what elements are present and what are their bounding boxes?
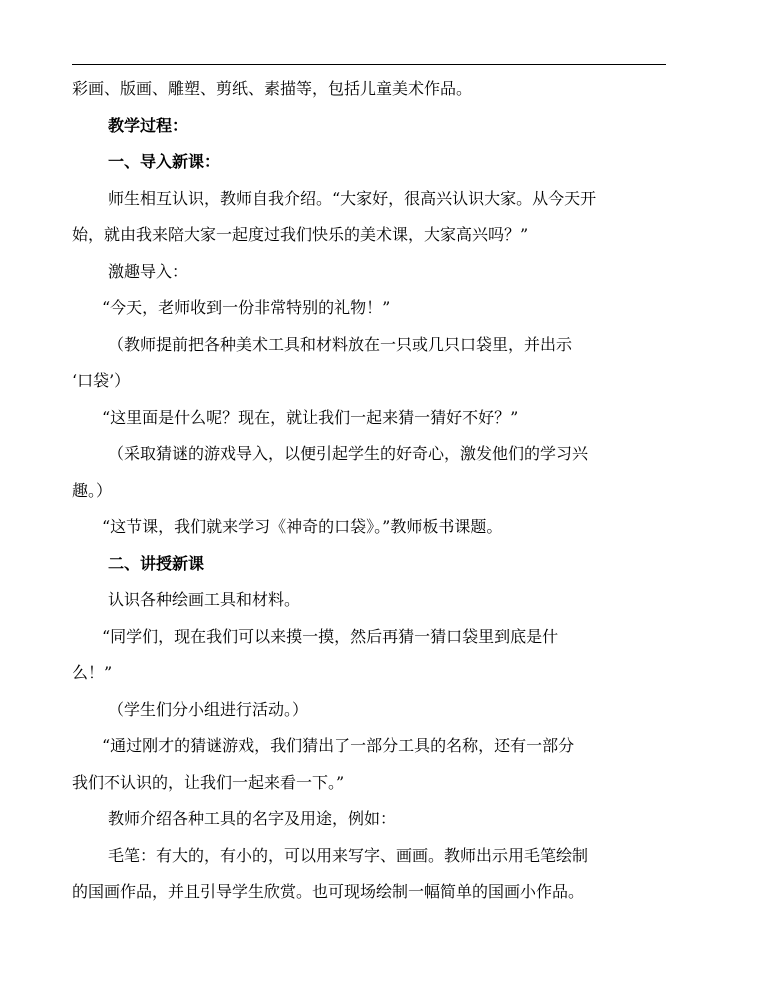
paragraph-line: 始，就由我来陪大家一起度过我们快乐的美术课，大家高兴吗？” — [72, 225, 529, 244]
paragraph-line: 我们不认识的，让我们一起来看一下。” — [72, 772, 345, 792]
document-body — [72, 71, 666, 911]
paragraph-line: “这里面是什么呢？现在，就让我们一起来猜一猜好不好？” — [102, 407, 519, 427]
section-heading: 二、讲授新课 — [108, 553, 205, 573]
paragraph-line: “同学们，现在我们可以来摸一摸，然后再猜一猜口袋里到底是什 — [102, 626, 559, 646]
paragraph-line: 趣。） — [72, 480, 113, 500]
paragraph-line: “这节课，我们就来学习《神奇的口袋》。”教师板书课题。 — [102, 517, 503, 536]
paragraph-line: （教师提前把各种美术工具和材料放在一只或几只口袋里，并出示 — [108, 334, 573, 354]
paragraph-line: 激趣导入： — [108, 261, 189, 281]
paragraph-line: 师生相互认识，教师自我介绍。“大家好，很高兴认识大家。从今天开 — [108, 188, 597, 208]
paragraph-line: 认识各种绘画工具和材料。 — [108, 590, 301, 609]
section-heading: 一、导入新课： — [108, 152, 221, 171]
paragraph-line: 的国画作品，并且引导学生欣赏。也可现场绘制一幅简单的国画小作品。 — [72, 882, 585, 901]
paragraph-line: ‘口袋’） — [72, 371, 131, 390]
section-heading: 教学过程： — [108, 115, 189, 135]
paragraph-line: 教师介绍各种工具的名字及用途，例如： — [108, 809, 397, 828]
paragraph-line: （学生们分小组进行活动。） — [108, 699, 309, 719]
paragraph-line: （采取猜谜的游戏导入，以便引起学生的好奇心，激发他们的学习兴 — [108, 444, 589, 463]
paragraph-line: “通过刚才的猜谜游戏，我们猜出了一部分工具的名称，还有一部分 — [102, 736, 575, 755]
paragraph-line: “今天，老师收到一份非常特别的礼物！” — [102, 298, 391, 317]
paragraph-line: 么！” — [72, 663, 113, 682]
paragraph-line: 毛笔：有大的，有小的，可以用来写字、画画。教师出示用毛笔绘制 — [108, 845, 589, 865]
paragraph-line: 彩画、版画、雕塑、剪纸、素描等，包括儿童美术作品。 — [72, 79, 473, 98]
header-rule — [72, 64, 666, 65]
